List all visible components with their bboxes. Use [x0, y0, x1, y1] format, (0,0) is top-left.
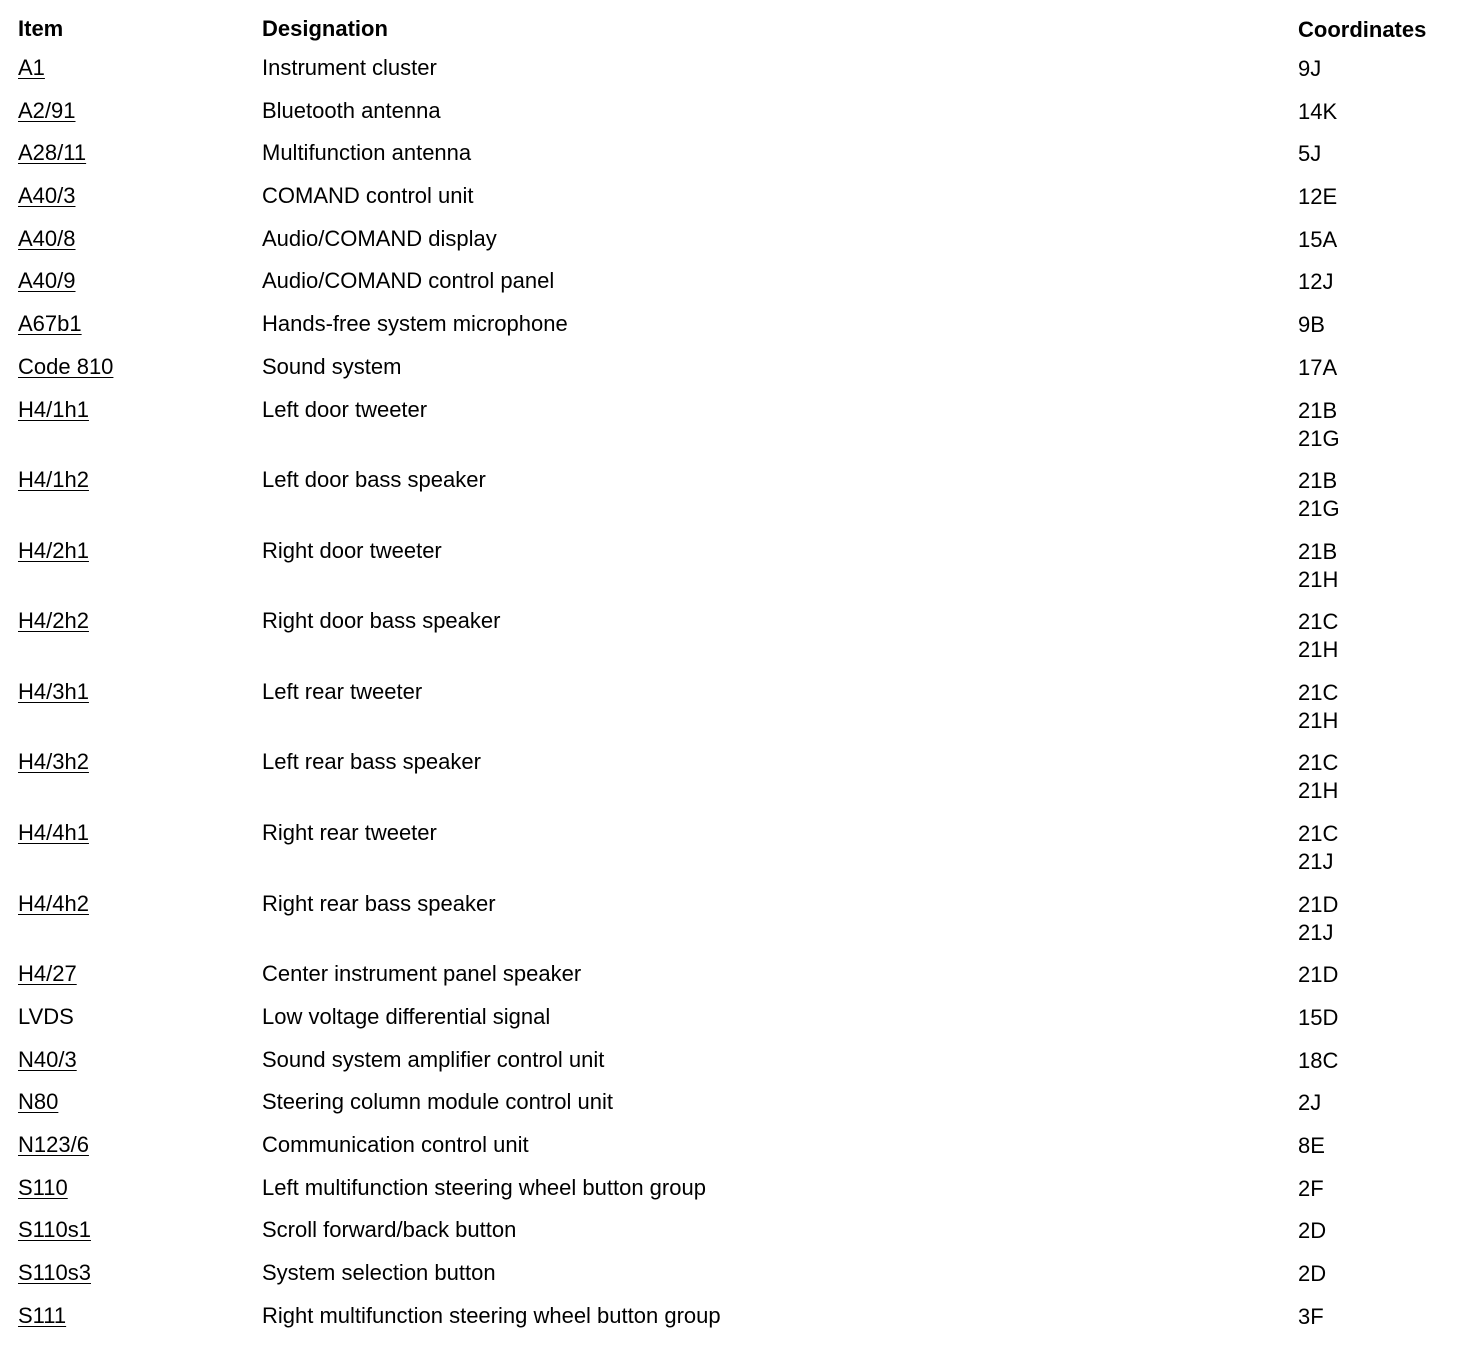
table-row [18, 1001, 1458, 1044]
coordinate-value: 21D [1298, 962, 1339, 988]
designation-cell: Right rear bass speaker [262, 890, 496, 916]
item-link[interactable]: S110 [18, 1174, 68, 1200]
table-row [18, 1172, 1458, 1215]
item-link[interactable]: H4/1h2 [18, 467, 89, 493]
table-row [18, 605, 1458, 676]
table-row [18, 676, 1458, 747]
coordinates-cell [1298, 268, 1333, 296]
designation-cell: Communication control unit [262, 1132, 529, 1157]
designation-cell: Sound system [262, 353, 402, 379]
table-row [18, 817, 1458, 888]
table-header [18, 16, 1458, 52]
item-link[interactable]: H4/4h1 [18, 820, 89, 846]
designation-cell: Hands-free system microphone [262, 311, 568, 337]
item-cell [18, 183, 76, 209]
designation-cell: Right multifunction steering wheel button group [262, 1302, 721, 1328]
coordinates-cell [1298, 140, 1321, 168]
item-cell [18, 140, 86, 166]
coordinates-cell [1298, 1047, 1338, 1075]
coordinates-cell [1298, 183, 1337, 211]
coordinate-value: 21H [1298, 707, 1339, 733]
coordinates-cell [1298, 608, 1338, 664]
item-cell [18, 55, 45, 81]
coordinate-value: 21C [1298, 679, 1339, 705]
item-link[interactable]: N40/3 [18, 1046, 77, 1072]
coordinates-cell [1298, 98, 1337, 126]
coordinate-value: 9B [1298, 312, 1325, 338]
item-cell [18, 1175, 68, 1201]
designation-cell: Right door tweeter [262, 537, 442, 563]
item-cell [18, 749, 89, 775]
item-link[interactable]: S111 [18, 1302, 67, 1328]
table-row [18, 464, 1458, 535]
designation-cell: Bluetooth antenna [262, 97, 441, 123]
coordinate-value: 18C [1298, 1047, 1339, 1073]
item-link[interactable]: H4/2h2 [18, 608, 89, 634]
designation-cell: Steering column module control unit [262, 1089, 613, 1115]
item-cell [18, 467, 89, 493]
item-cell [18, 397, 89, 423]
coordinates-cell [1298, 538, 1338, 594]
table-row [18, 394, 1458, 465]
table-row [18, 223, 1458, 266]
table-row [18, 888, 1458, 959]
table-body [18, 52, 1458, 1342]
coordinate-value: 21H [1298, 566, 1339, 592]
item-cell [18, 268, 76, 294]
table-row [18, 1300, 1458, 1343]
item-link[interactable]: A40/3 [18, 183, 76, 209]
item-link[interactable]: Code 810 [18, 353, 114, 379]
designation-cell: Left door tweeter [262, 396, 428, 422]
coordinate-value: 15A [1298, 226, 1338, 252]
item-cell [18, 1303, 66, 1329]
table-row [18, 746, 1458, 817]
coordinates-cell [1298, 397, 1340, 453]
designation-cell: Center instrument panel speaker [262, 961, 582, 987]
coordinates-cell [1298, 1089, 1321, 1117]
item-cell [18, 354, 113, 380]
designation-cell: Audio/COMAND control panel [262, 268, 555, 294]
coordinate-value: 3F [1298, 1303, 1324, 1329]
coordinate-value: 2D [1298, 1218, 1327, 1244]
coordinate-value: 21J [1298, 919, 1334, 945]
coordinate-value: 21B [1298, 468, 1338, 494]
item-link[interactable]: S110s1 [18, 1217, 91, 1243]
item-link[interactable]: H4/2h1 [18, 537, 89, 563]
item-link[interactable]: H4/27 [18, 961, 77, 987]
coordinate-value: 21J [1298, 849, 1334, 875]
coordinate-value: 12E [1298, 184, 1338, 210]
coordinate-value: 21B [1298, 538, 1338, 564]
item-cell [18, 608, 89, 634]
coordinates-cell [1298, 961, 1338, 989]
item-cell [18, 311, 82, 337]
coordinate-value: 9J [1298, 56, 1322, 81]
table-row [18, 1086, 1458, 1129]
designation-cell: Scroll forward/back button [262, 1217, 517, 1243]
coordinate-value: 2D [1298, 1261, 1327, 1287]
table-row [18, 95, 1458, 138]
item-cell [18, 98, 76, 124]
coordinate-value: 12J [1298, 269, 1334, 295]
item-cell [18, 1132, 89, 1158]
coordinate-value: 21G [1298, 425, 1340, 451]
item-link[interactable]: A40/9 [18, 268, 76, 294]
designation-cell: Audio/COMAND display [262, 225, 497, 251]
coordinates-cell [1298, 1303, 1324, 1331]
coordinates-cell [1298, 820, 1338, 876]
item-cell [18, 1089, 58, 1115]
table-row [18, 1257, 1458, 1300]
item-link[interactable]: N80 [18, 1089, 59, 1115]
item-cell [18, 961, 77, 987]
item-cell [18, 1260, 91, 1286]
coordinate-value: 21C [1298, 821, 1339, 847]
designation-cell: Left rear bass speaker [262, 749, 481, 775]
coordinate-value: 21D [1298, 891, 1339, 917]
designation-cell: Left door bass speaker [262, 467, 486, 493]
item-cell [18, 679, 89, 705]
coordinate-value: 21C [1298, 609, 1339, 635]
table-row [18, 1129, 1458, 1172]
item-text: LVDS [18, 1003, 74, 1029]
coordinates-cell [1298, 467, 1340, 523]
component-legend-table [18, 16, 1458, 1342]
coordinates-cell [1298, 891, 1338, 947]
table-row [18, 958, 1458, 1001]
coordinate-value: 21C [1298, 750, 1339, 776]
coordinates-cell [1298, 679, 1338, 735]
header-item: Item [18, 16, 64, 41]
designation-cell: COMAND control unit [262, 183, 474, 209]
item-cell [18, 1004, 74, 1030]
coordinates-cell [1298, 354, 1337, 382]
item-link[interactable]: H4/3h1 [18, 678, 89, 704]
coordinate-value: 5J [1298, 141, 1322, 167]
table-row [18, 1214, 1458, 1257]
coordinate-value: 14K [1298, 98, 1338, 124]
item-cell [18, 1047, 77, 1073]
designation-cell: Low voltage differential signal [262, 1003, 551, 1029]
table-row [18, 180, 1458, 223]
coordinate-value: 21H [1298, 778, 1339, 804]
header-coordinates: Coordinates [1298, 17, 1427, 42]
coordinate-value: 21H [1298, 637, 1339, 663]
coordinates-cell [1298, 226, 1337, 254]
item-link[interactable]: A67b1 [18, 311, 82, 337]
coordinate-value: 2J [1298, 1090, 1322, 1116]
item-link[interactable]: A28/11 [18, 140, 87, 166]
coordinate-value: 21B [1298, 397, 1338, 423]
coordinates-cell [1298, 311, 1325, 339]
designation-cell: Left multifunction steering wheel button group [262, 1174, 706, 1200]
table-row [18, 1044, 1458, 1087]
designation-cell: Instrument cluster [262, 55, 437, 80]
item-link[interactable]: S110s3 [18, 1260, 91, 1286]
coordinate-value: 2F [1298, 1175, 1324, 1201]
designation-cell: Right door bass speaker [262, 608, 501, 634]
item-link[interactable]: A2/91 [18, 97, 76, 123]
coordinate-value: 8E [1298, 1133, 1325, 1158]
coordinates-cell [1298, 1217, 1326, 1245]
designation-cell: Left rear tweeter [262, 678, 423, 704]
table-row [18, 137, 1458, 180]
table-row [18, 351, 1458, 394]
designation-cell: Multifunction antenna [262, 140, 472, 166]
coordinates-cell [1298, 749, 1338, 805]
coordinates-cell [1298, 1175, 1324, 1203]
table-row [18, 535, 1458, 606]
item-cell [18, 891, 89, 917]
item-link[interactable]: N123/6 [18, 1132, 89, 1157]
designation-cell: System selection button [262, 1260, 496, 1286]
coordinates-cell [1298, 1132, 1325, 1160]
item-cell [18, 538, 89, 564]
designation-cell: Right rear tweeter [262, 820, 437, 846]
item-link[interactable]: H4/3h2 [18, 749, 89, 775]
coordinates-cell [1298, 1004, 1338, 1032]
coordinates-cell [1298, 55, 1321, 83]
coordinates-cell [1298, 1260, 1326, 1288]
table-row [18, 265, 1458, 308]
item-link[interactable]: H4/1h1 [18, 396, 89, 422]
item-link[interactable]: A1 [18, 55, 45, 80]
header-designation: Designation [262, 16, 388, 41]
coordinate-value: 17A [1298, 354, 1338, 380]
designation-cell: Sound system amplifier control unit [262, 1046, 605, 1072]
table-row [18, 308, 1458, 351]
item-cell [18, 820, 89, 846]
coordinate-value: 21G [1298, 496, 1340, 522]
table-row [18, 52, 1458, 95]
coordinate-value: 15D [1298, 1004, 1339, 1030]
item-link[interactable]: A40/8 [18, 225, 76, 251]
item-link[interactable]: H4/4h2 [18, 890, 89, 916]
item-cell [18, 1217, 91, 1243]
item-cell [18, 226, 76, 252]
